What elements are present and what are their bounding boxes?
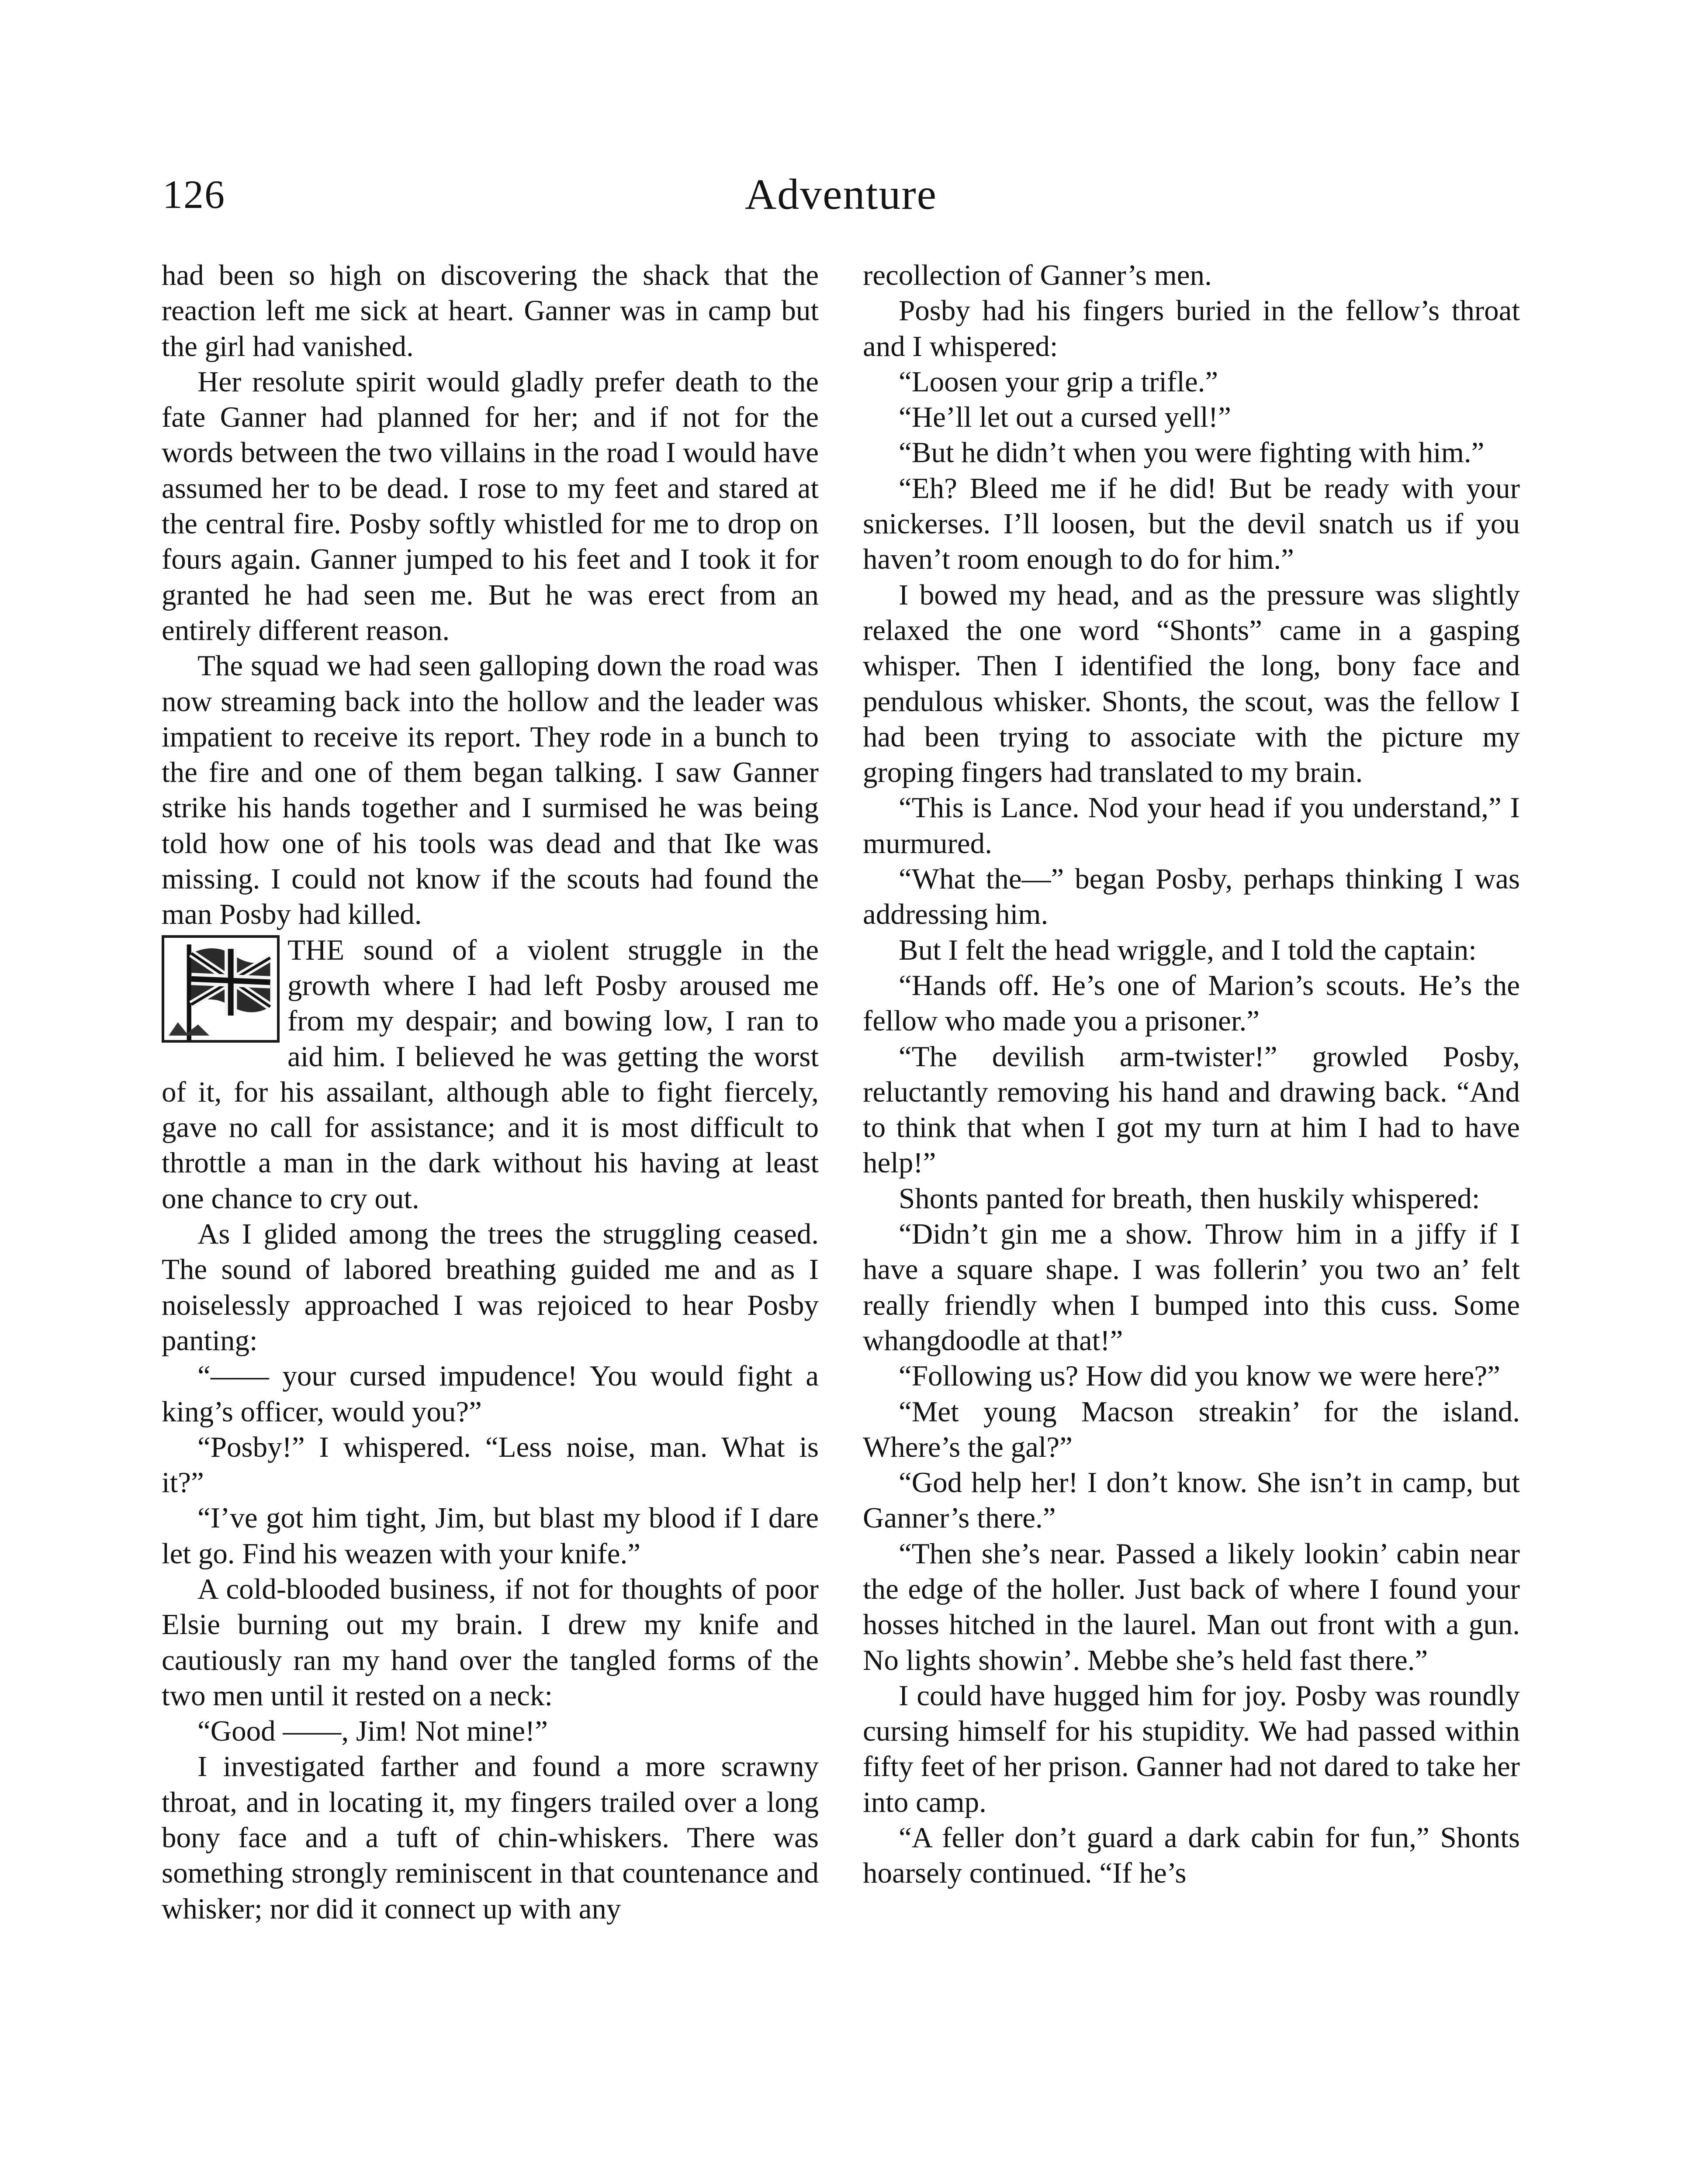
- paragraph: “What the—” began Posby, perhaps thinking I was addressing him.: [863, 863, 1520, 931]
- paragraph: I bowed my head, and as the pressure was slightly relaxed the one word “Shonts” came in a gasping whisper. Then I identified the long, bony face and pendulous whisker. Shonts, the scout, was the fellow I had been trying to associate with the picture my groping fingers had translated to my brain.: [863, 578, 1520, 789]
- paragraph: “I’ve got him tight, Jim, but blast my blood if I dare let go. Find his weazen with your knife.”: [162, 1502, 819, 1570]
- paragraph: THE sound of a violent struggle in the growth where I had left Posby aroused me from my despair; and bowing low, I ran to aid him. I believed he was getting the worst of it, for his assailant, although able to fight fiercely, gave no call for assistance; and it is most difficult to throttle a man in the dark without his having at least one chance to cry out.: [162, 933, 819, 1215]
- paragraph: “He’ll let out a cursed yell!”: [899, 401, 1231, 434]
- paragraph: I investigated farther and found a more scrawny throat, and in locating it, my fingers trailed over a long bony face and a tuft of chin-whiskers. There was something strongly reminiscent in that countenance and whisker; nor did it connect up with any: [162, 1750, 819, 1925]
- paragraph: The squad we had seen galloping down the road was now streaming back into the hollow and the leader was impatient to receive its report. They rode in a bunch to the fire and one of them began talking. I saw Ganner strike his hands together and I surmised he was being told how one of his tools was dead and that Ike was missing. I could not know if the scouts had found the man Posby had killed.: [162, 650, 819, 931]
- paragraph: “Met young Macson streakin’ for the island. Where’s the gal?”: [863, 1395, 1520, 1463]
- paragraph: “Eh? Bleed me if he did! But be ready with your snickerses. I’ll loosen, but the devil snatch us if you haven’t room enough to do for him.”: [863, 472, 1520, 576]
- flag-ornament-icon: [162, 935, 280, 1043]
- paragraph: “Didn’t gin me a show. Throw him in a jiffy if I have a square shape. I was follerin’ you two an’ felt really friendly when I bumped into this cuss. Some whangdoodle at that!”: [863, 1218, 1520, 1357]
- paragraph: Her resolute spirit would gladly prefer death to the fate Ganner had planned for her; and if not for the words between the two villains in the road I would have assumed her to be dead. I rose to my feet and stared at the central fire. Posby softly whistled for me to drop on fours again. Ganner jumped to his feet and I took it for granted he had seen me. But he was erect from an entirely different reason.: [162, 365, 819, 646]
- paragraph: Posby had his fingers buried in the fellow’s throat and I whispered:: [863, 294, 1520, 363]
- paragraph: “Then she’s near. Passed a likely lookin’ cabin near the edge of the holler. Just back of where I found your hosses hitched in the laurel. Man out front with a gun. No lights showin’. Mebbe she’s held fast there.”: [863, 1537, 1520, 1676]
- paragraph: “This is Lance. Nod your head if you understand,” I murmured.: [863, 791, 1520, 860]
- paragraph: had been so high on discovering the shack that the reaction left me sick at heart. Ganner was in camp but the girl had vanished.: [162, 259, 819, 363]
- running-title: Adventure: [744, 170, 938, 218]
- page-header: [163, 162, 1519, 227]
- paragraph: A cold-blooded business, if not for thoughts of poor Elsie burning out my brain. I drew my knife and cautiously ran my hand over the tangled forms of the two men until it rested on a neck:: [162, 1572, 819, 1712]
- paragraph: “Posby!” I whispered. “Less noise, man. What is it?”: [162, 1431, 819, 1499]
- paragraph: I could have hugged him for joy. Posby was roundly cursing himself for his stupidity. We had passed within fifty feet of her prison. Ganner had not dared to take her into camp.: [863, 1679, 1520, 1818]
- paragraph: “—— your cursed impudence! You would fight a king’s officer, would you?”: [162, 1360, 819, 1428]
- paragraph: “God help her! I don’t know. She isn’t in camp, but Ganner’s there.”: [863, 1466, 1520, 1534]
- paragraph: “Loosen your grip a trifle.”: [899, 365, 1218, 398]
- paragraph: “But he didn’t when you were fighting with him.”: [899, 436, 1485, 469]
- paragraph: “A feller don’t guard a dark cabin for fun,” Shonts hoarsely continued. “If he’s: [863, 1821, 1520, 1890]
- paragraph: As I glided among the trees the struggling ceased. The sound of labored breathing guided me and as I noiselessly approached I was rejoiced to hear Posby panting:: [162, 1218, 819, 1357]
- paragraph: But I felt the head wriggle, and I told the captain:: [899, 933, 1477, 966]
- paragraph: “Following us? How did you know we were here?”: [899, 1360, 1500, 1393]
- paragraph: Shonts panted for breath, then huskily whispered:: [899, 1182, 1480, 1215]
- page-number: 126: [163, 172, 225, 217]
- paragraph: “The devilish arm-twister!” growled Posby, reluctantly removing his hand and drawing back. “And to think that when I got my turn at him I had to have help!”: [863, 1040, 1520, 1179]
- left-column: [162, 258, 819, 1927]
- paragraph: “Good ——, Jim! Not mine!”: [197, 1715, 548, 1748]
- right-column: [863, 258, 1520, 1891]
- paragraph: “Hands off. He’s one of Marion’s scouts. He’s the fellow who made you a prisoner.”: [863, 969, 1520, 1037]
- paragraph: recollection of Ganner’s men.: [863, 259, 1212, 291]
